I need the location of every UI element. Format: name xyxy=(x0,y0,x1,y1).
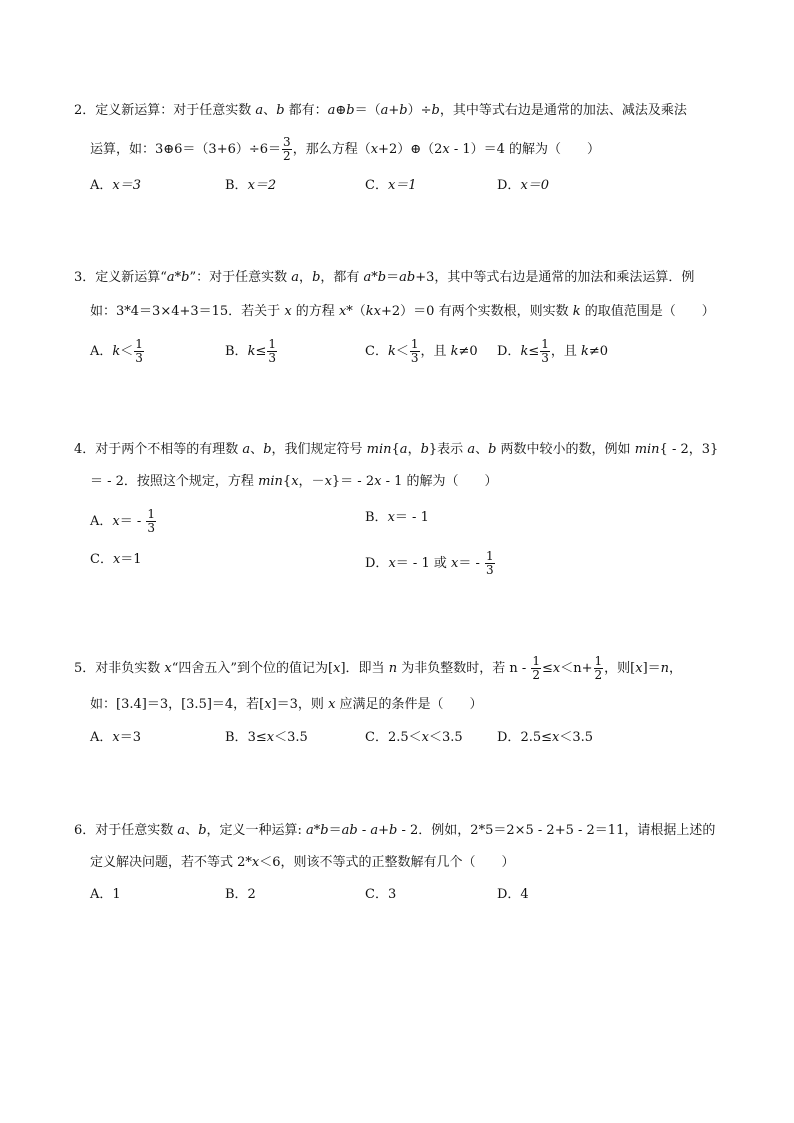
q3-text: 的方程 xyxy=(291,304,339,319)
fraction-denominator: 3 xyxy=(268,351,276,365)
option-text: ＜3.5 xyxy=(274,730,308,745)
q3-text: ，都有 xyxy=(320,270,364,285)
q4-text: ， xyxy=(407,442,421,457)
q6-text: ＝ xyxy=(328,823,342,838)
q2-fraction xyxy=(282,136,292,163)
fraction-denominator: 3 xyxy=(541,351,549,365)
option-text: ＜3.5 xyxy=(559,730,594,745)
q3-text: ”：对于任意实数 xyxy=(189,270,292,285)
q6-var-x: x xyxy=(251,855,260,870)
fraction-numerator: 1 xyxy=(410,337,419,351)
q6-text: ，定义一种运算: xyxy=(206,823,307,838)
option-label: D． xyxy=(497,178,521,193)
option-var: k xyxy=(112,344,121,359)
q3-option-d[interactable] xyxy=(497,338,608,365)
q5-text: ， xyxy=(669,661,683,676)
q4-option-b[interactable] xyxy=(365,508,429,528)
q4-var-a: a xyxy=(399,442,408,457)
option-fraction xyxy=(134,338,144,365)
q5-text: “四舍五入”到个位的值记为[ xyxy=(171,661,334,676)
q4-option-d[interactable] xyxy=(365,550,496,577)
option-fraction xyxy=(485,550,495,577)
q4-text: }＝ - 2 xyxy=(331,474,375,489)
option-text: ＝ - 1 或 xyxy=(395,556,451,571)
option-text: ＝3 xyxy=(119,730,142,745)
q6-option-c[interactable]: C．3 xyxy=(365,887,397,902)
option-fraction xyxy=(410,338,420,365)
q4-option-c[interactable] xyxy=(90,550,142,570)
q5-text: ]．即当 xyxy=(340,661,389,676)
q2-text: ，其中等式右边是通常的加法、减法及乘法 xyxy=(439,103,687,118)
option-var: x xyxy=(450,556,459,571)
q5-stem-line1 xyxy=(74,655,682,682)
q2-formula: a⊕b xyxy=(327,103,355,118)
fraction-numerator: 1 xyxy=(541,337,549,351)
q2-stem-line2 xyxy=(90,136,600,163)
q4-text: 两数中较小的数，例如 xyxy=(496,442,635,457)
q4-var-a: a xyxy=(467,442,476,457)
q5-text: ≤ xyxy=(542,661,553,676)
q2-text: ＝（ xyxy=(354,103,381,118)
option-var: k xyxy=(387,344,396,359)
q5-option-c[interactable] xyxy=(365,728,463,748)
q5-stem-line2 xyxy=(90,695,483,715)
q5-option-d[interactable] xyxy=(497,728,593,748)
fraction-denominator: 3 xyxy=(135,351,143,365)
q4-text: ＝ - 2．按照这个规定，方程 xyxy=(90,474,259,489)
fraction-numerator: 1 xyxy=(135,337,143,351)
q2-var-x: x xyxy=(370,142,379,157)
q2-option-a[interactable] xyxy=(90,176,141,196)
q3-text: 的取值范围是（ ） xyxy=(580,304,715,319)
option-rel: ≤ xyxy=(255,344,267,359)
option-var: x xyxy=(112,514,120,529)
q4-text: ，我们规定符号 xyxy=(271,442,367,457)
option-var: x xyxy=(388,556,396,571)
option-fraction xyxy=(267,338,277,365)
q5-var-x: x xyxy=(552,661,561,676)
option-text: ≠0 xyxy=(458,344,478,359)
q6-stem-line1 xyxy=(74,821,715,841)
q5-option-a[interactable] xyxy=(90,728,141,748)
q4-text: }表示 xyxy=(428,442,468,457)
q6-var-b: b xyxy=(389,823,398,838)
q3-stem-line1 xyxy=(74,268,694,288)
fraction-numerator: 1 xyxy=(147,507,156,521)
q3-stem-line2 xyxy=(90,302,715,322)
q5-var-x: x xyxy=(333,661,341,676)
q6-formula: a*b xyxy=(306,823,329,838)
q2-text: - 1）＝4 的解为（ ） xyxy=(449,142,601,157)
q5-fraction xyxy=(531,655,541,682)
fraction-numerator: 1 xyxy=(268,337,276,351)
option-label: A． xyxy=(90,514,113,529)
q6-var-b: b xyxy=(198,823,207,838)
q4-text: 4．对于两个不相等的有理数 xyxy=(74,442,243,457)
q4-var-b: b xyxy=(263,442,272,457)
q4-func-min: min xyxy=(366,442,392,457)
q6-text: + xyxy=(378,823,390,838)
option-text: ＜3.5 xyxy=(428,730,463,745)
q3-text: 3．定义新运算“ xyxy=(74,270,167,285)
q6-text: 、 xyxy=(185,823,199,838)
fraction-denominator: 3 xyxy=(147,521,156,535)
q2-formula: a+b xyxy=(380,103,408,118)
q2-text: 都有： xyxy=(284,103,328,118)
option-label: B． xyxy=(225,730,248,745)
q3-formula: a*b xyxy=(363,270,387,285)
q5-text: ，则[ xyxy=(604,661,636,676)
q2-var-b: b xyxy=(276,103,285,118)
q3-text: +3，其中等式右边是通常的加法和乘法运算．例 xyxy=(415,270,695,285)
q2-sep: 、 xyxy=(263,103,277,118)
q5-var-x: x xyxy=(328,697,336,712)
option-text: ＝ - 1 xyxy=(394,510,429,525)
fraction-denominator: 2 xyxy=(283,149,291,163)
option-rel: ≤ xyxy=(528,344,540,359)
option-label: D． xyxy=(365,556,389,571)
option-fraction xyxy=(146,508,156,535)
q2-text: ）÷ xyxy=(407,103,432,118)
option-label: B． xyxy=(225,344,248,359)
option-var: x xyxy=(387,510,395,525)
fraction-numerator: 1 xyxy=(486,549,494,563)
q5-text: 5．对非负实数 xyxy=(74,661,165,676)
q4-text: - 1 的解为（ ） xyxy=(381,474,498,489)
q3-var-k: k xyxy=(572,304,581,319)
q5-var-n: n xyxy=(660,661,670,676)
option-value: x＝1 xyxy=(387,178,417,193)
q3-text: +2）＝0 有两个实数根，则实数 xyxy=(381,304,573,319)
q2-text: 运算，如：3⊕6＝（3+6）÷6＝ xyxy=(90,142,282,157)
option-label: C． xyxy=(365,730,388,745)
option-label: C． xyxy=(365,344,388,359)
option-var: x xyxy=(112,730,120,745)
q2-option-d[interactable] xyxy=(497,176,549,196)
q6-option-d[interactable]: D．4 xyxy=(497,887,529,902)
q4-var-a: a xyxy=(242,442,251,457)
q3-var-a: a xyxy=(291,270,300,285)
q4-text: 、 xyxy=(475,442,489,457)
q6-var-a: a xyxy=(370,823,379,838)
option-var: k xyxy=(247,344,256,359)
q3-text: ＝ xyxy=(386,270,400,285)
q2-var-a: a xyxy=(255,103,264,118)
q4-var-x: x xyxy=(291,474,299,489)
option-label: B． xyxy=(225,178,248,193)
q2-text: ，那么方程（ xyxy=(292,142,371,157)
q2-option-c[interactable] xyxy=(365,176,417,196)
option-value: x＝2 xyxy=(247,178,277,193)
q6-text: 6．对于任意实数 xyxy=(74,823,178,838)
q2-text: 2．定义新运算：对于任意实数 xyxy=(74,103,256,118)
q5-fraction xyxy=(594,655,604,682)
option-label: A． xyxy=(90,178,113,193)
q4-var-x: x xyxy=(324,474,332,489)
q6-stem-line2 xyxy=(90,853,515,873)
fraction-denominator: 3 xyxy=(486,563,494,577)
option-text: ，且 xyxy=(420,344,451,359)
option-label: C． xyxy=(365,178,388,193)
q5-text: 为非负整数时，若 n - xyxy=(397,661,531,676)
fraction-denominator: 2 xyxy=(532,668,540,682)
q4-text: { - 2，3} xyxy=(659,442,719,457)
q6-text: 定义解决问题，若不等式 2* xyxy=(90,855,252,870)
q5-option-b[interactable] xyxy=(225,728,308,748)
option-rel: ＜ xyxy=(120,344,134,359)
option-var: x xyxy=(552,730,560,745)
q4-text: { xyxy=(282,474,292,489)
option-label: C． xyxy=(90,552,113,567)
option-label: A． xyxy=(90,730,113,745)
q4-stem-line1 xyxy=(74,440,718,460)
option-value: x＝0 xyxy=(520,178,550,193)
option-rel: ＜ xyxy=(395,344,409,359)
fraction-numerator: 3 xyxy=(283,135,291,149)
q4-stem-line2 xyxy=(90,472,498,492)
option-label: A． xyxy=(90,344,113,359)
option-label: B． xyxy=(365,510,388,525)
q3-option-c[interactable] xyxy=(365,338,478,365)
q3-text: 如：3*4＝3×4+3＝15．若关于 xyxy=(90,304,285,319)
option-text: 3≤ xyxy=(247,730,267,745)
q4-text: ，－ xyxy=(298,474,325,489)
q2-stem-line1 xyxy=(74,101,687,121)
option-var: x xyxy=(112,552,121,567)
option-var: x xyxy=(421,730,429,745)
q2-formula: b xyxy=(431,103,440,118)
q5-text: 应满足的条件是（ ） xyxy=(335,697,483,712)
option-var: k xyxy=(450,344,459,359)
q5-var-x: x xyxy=(164,661,172,676)
q6-text: - xyxy=(357,823,371,838)
q3-formula: a*b xyxy=(166,270,190,285)
option-text: 2.5≤ xyxy=(520,730,553,745)
option-label: D． xyxy=(497,730,521,745)
q3-option-b[interactable] xyxy=(225,338,278,365)
option-text: 2.5＜ xyxy=(387,730,422,745)
q2-var-x: x xyxy=(442,142,450,157)
q2-text: +2）⊕（2 xyxy=(378,142,443,157)
q3-var-x: x xyxy=(338,304,347,319)
option-fraction xyxy=(540,338,550,365)
q5-text: ]＝ xyxy=(642,661,661,676)
option-label: D． xyxy=(497,344,521,359)
q6-option-a[interactable]: A．1 xyxy=(90,887,121,902)
q3-var-b: b xyxy=(312,270,321,285)
option-text: ，且 xyxy=(550,344,582,359)
q5-var-x: x xyxy=(264,697,272,712)
q4-var-b: b xyxy=(488,442,497,457)
q3-var-kx: kx xyxy=(365,304,382,319)
q3-text: *（ xyxy=(346,304,366,319)
fraction-numerator: 1 xyxy=(594,654,603,668)
q6-var-a: a xyxy=(177,823,186,838)
q3-option-a[interactable] xyxy=(90,338,145,365)
option-var: k xyxy=(520,344,529,359)
q5-text: 如：[3.4]＝3，[3.5]＝4，若[ xyxy=(90,697,265,712)
q5-var-x: x xyxy=(635,661,643,676)
q3-var-x: x xyxy=(284,304,292,319)
q3-text: ， xyxy=(299,270,313,285)
q4-option-a[interactable] xyxy=(90,508,157,535)
q4-text: 、 xyxy=(250,442,264,457)
q4-var-x: x xyxy=(374,474,382,489)
option-text: ≠0 xyxy=(588,344,609,359)
option-text: ＝ - xyxy=(458,556,484,571)
q4-func-min: min xyxy=(258,474,283,489)
q5-text: ＜n+ xyxy=(560,661,593,676)
q4-var-b: b xyxy=(420,442,429,457)
q4-func-min: min xyxy=(634,442,660,457)
q4-text: { xyxy=(391,442,400,457)
q2-option-b[interactable] xyxy=(225,176,276,196)
q6-option-b[interactable]: B．2 xyxy=(225,887,256,902)
option-var: x xyxy=(266,730,275,745)
option-text: ＝ - xyxy=(119,514,146,529)
q3-formula: ab xyxy=(399,270,416,285)
fraction-numerator: 1 xyxy=(532,654,540,668)
option-var: k xyxy=(581,344,589,359)
q6-text: - 2．例如，2*5＝2×5 - 2+5 - 2＝11，请根据上述的 xyxy=(397,823,716,838)
q5-var-n: n xyxy=(388,661,398,676)
q6-text: ＜6，则该不等式的正整数解有几个（ ） xyxy=(259,855,515,870)
option-text: ＝1 xyxy=(120,552,142,567)
fraction-denominator: 3 xyxy=(410,351,419,365)
q5-text: ]＝3，则 xyxy=(271,697,329,712)
option-value: x＝3 xyxy=(112,178,141,193)
fraction-denominator: 2 xyxy=(594,668,603,682)
q6-formula: ab xyxy=(341,823,358,838)
